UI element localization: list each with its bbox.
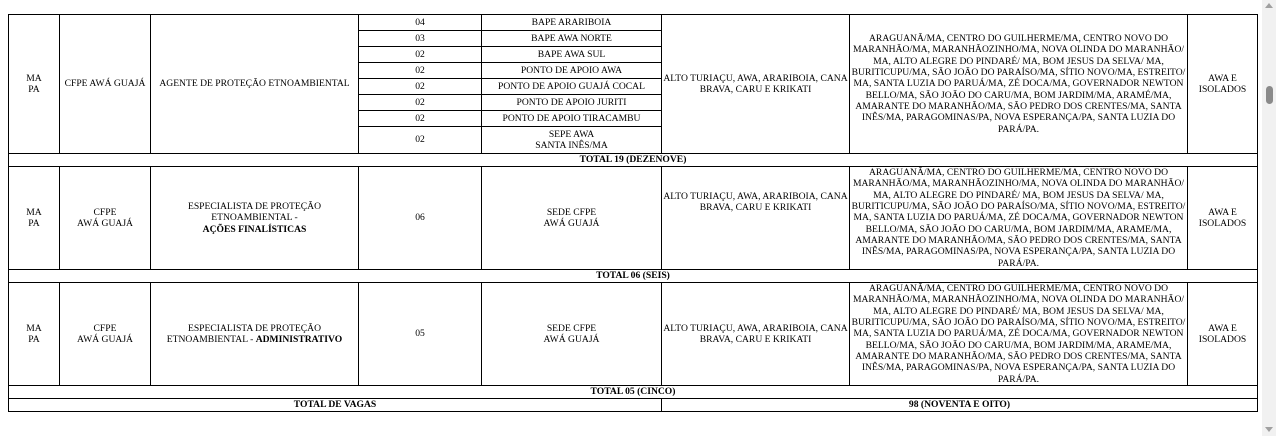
total-row [9, 270, 1258, 283]
vertical-scrollbar[interactable] [1262, 0, 1276, 436]
role-emphasis: AÇÕES FINALÍSTICAS [202, 223, 307, 235]
location-cell: PONTO DE APOIO GUAJÁ COCAL [482, 79, 662, 95]
unit-cell: CFPE AWÁ GUAJÁ [60, 15, 151, 154]
count-cell: 04 [359, 15, 482, 31]
grand-total-value: 98 (NOVENTA E OITO) [662, 399, 1258, 412]
role-cell [151, 283, 359, 386]
municipalities-cell: ARAGUANÃ/MA, CENTRO DO GUILHERME/MA, CENTRO NOVO DO MARANHÃO/MA, MARANHÃOZINHO/MA, NOVA OLINDA DO MARANHÃO/ MA, ALTO ALEGRE DO PINDARÉ/ MA, BOM JESUS DA SELVA/ MA, BURITICUPU/MA, SÃO JOÃO DO PARAÍSO/MA, SÍTIO NOVO/MA, ESTREITO/ MA, SANTA LUZIA DO PARUÁ/MA, ZÉ DOCA/MA, GOVERNADOR NEWTON BELLO/MA, SÃO JOÃO DO CARU/MA, BOM JARDIM/MA, ARAME/MA, AMARANTE DO MARANHÃO/MA, SÃO PEDRO DOS CRENTES/MA, SANTA INÊS/MA, PARAGOMINAS/PA, NOVA ESPERANÇA/PA, SANTA LUZIA DO PARÁ/PA. [850, 283, 1188, 386]
count-cell: 02 [359, 47, 482, 63]
region-cell: AWA E ISOLADOS [1188, 15, 1258, 154]
role-text: ESPECIALISTA DE PROTEÇÃO ETNOAMBIENTAL - [166, 322, 322, 345]
role-cell: AGENTE DE PROTEÇÃO ETNOAMBIENTAL [151, 15, 359, 154]
grand-total-row [9, 399, 1258, 412]
uf-cell: MA PA [9, 15, 60, 154]
count-cell: 03 [359, 31, 482, 47]
region-cell: AWA E ISOLADOS [1188, 167, 1258, 270]
role-text: ESPECIALISTA DE PROTEÇÃO ETNOAMBIENTAL - [187, 201, 322, 224]
location-cell: PONTO DE APOIO TIRACAMBU [482, 111, 662, 127]
uf-cell: MA PA [9, 283, 60, 386]
grand-total-label: TOTAL DE VAGAS [9, 399, 662, 412]
table-row [9, 167, 1258, 270]
total-row [9, 154, 1258, 167]
role-cell [151, 167, 359, 270]
region-cell: AWA E ISOLADOS [1188, 283, 1258, 386]
municipalities-cell: ARAGUANÃ/MA, CENTRO DO GUILHERME/MA, CENTRO NOVO DO MARANHÃO/MA, MARANHÃOZINHO/MA, NOVA OLINDA DO MARANHÃO/ MA, ALTO ALEGRE DO PINDARÉ/ MA, BOM JESUS DA SELVA/ MA, BURITICUPU/MA, SÃO JOÃO DO PARAÍSO/MA, SÍTIO NOVO/MA, ESTREITO/ MA, SANTA LUZIA DO PARUÁ/MA, ZÉ DOCA/MA, GOVERNADOR NEWTON BELLO/MA, SÃO JOÃO DO CARU/MA, BOM JARDIM/MA, ARAME/MA, AMARANTE DO MARANHÃO/MA, SÃO PEDRO DOS CRENTES/MA, SANTA INÊS/MA, PARAGOMINAS/PA, NOVA ESPERANÇA/PA, SANTA LUZIA DO PARÁ/PA. [850, 167, 1188, 270]
count-cell: 02 [359, 79, 482, 95]
location-cell: BAPE AWA SUL [482, 47, 662, 63]
subtotal-cell: TOTAL 06 (SEIS) [9, 270, 1258, 283]
count-cell: 06 [359, 167, 482, 270]
scroll-down-arrow-icon[interactable] [1265, 427, 1273, 432]
count-cell: 02 [359, 63, 482, 79]
vacancies-table-page [8, 14, 1257, 412]
uf-cell: MA PA [9, 167, 60, 270]
location-cell: SEPE AWA SANTA INÊS/MA [482, 127, 662, 154]
count-cell: 02 [359, 127, 482, 154]
indigenous-lands-cell: ALTO TURIAÇU, AWA, ARARIBOIA, CANA BRAVA, CARU E KRIKATI [662, 15, 850, 154]
vacancies-table [8, 14, 1258, 412]
count-cell: 02 [359, 95, 482, 111]
unit-cell: CFPE AWÁ GUAJÁ [60, 283, 151, 386]
count-cell: 02 [359, 111, 482, 127]
unit-cell: CFPE AWÁ GUAJÁ [60, 167, 151, 270]
municipalities-cell: ARAGUANÃ/MA, CENTRO DO GUILHERME/MA, CENTRO NOVO DO MARANHÃO/MA, MARANHÃOZINHO/MA, NOVA OLINDA DO MARANHÃO/ MA, ALTO ALEGRE DO PINDARÉ/ MA, BOM JESUS DA SELVA/ MA, BURITICUPU/MA, SÃO JOÃO DO PARAÍSO/MA, SÍTIO NOVO/MA, ESTREITO/ MA, SANTA LUZIA DO PARUÁ/MA, ZÉ DOCA/MA, GOVERNADOR NEWTON BELLO/MA, SÃO JOÃO DO CARU/MA, BOM JARDIM/MA, ARAMÉ/MA, AMARANTE DO MARANHÃO/MA, SÃO PEDRO DOS CRENTES/MA, SANTA INÊS/MA, PARAGOMINAS/PA, NOVA ESPERANÇA/PA, SANTA LUZIA DO PARÁ/PA. [850, 15, 1188, 154]
location-cell: PONTO DE APOIO JURITI [482, 95, 662, 111]
count-cell: 05 [359, 283, 482, 386]
indigenous-lands-cell: ALTO TURIAÇU, AWA, ARARIBOIA, CANA BRAVA, CARU E KRIKATI [662, 167, 850, 270]
subtotal-cell: TOTAL 19 (DEZENOVE) [9, 154, 1258, 167]
location-cell: BAPE ARARIBOIA [482, 15, 662, 31]
role-emphasis: ADMINISTRATIVO [255, 334, 343, 345]
location-cell: SEDE CFPE AWÁ GUAJÁ [482, 167, 662, 270]
table-row [9, 283, 1258, 386]
scrollbar-thumb[interactable] [1266, 86, 1273, 104]
scroll-up-arrow-icon[interactable] [1265, 3, 1273, 8]
location-cell: SEDE CFPE AWÁ GUAJÁ [482, 283, 662, 386]
table-row [9, 15, 1258, 31]
indigenous-lands-cell: ALTO TURIAÇU, AWA, ARARIBOIA, CANA BRAVA, CARU E KRIKATI [662, 283, 850, 386]
total-row [9, 386, 1258, 399]
subtotal-cell: TOTAL 05 (CINCO) [9, 386, 1258, 399]
location-cell: BAPE AWA NORTE [482, 31, 662, 47]
location-cell: PONTO DE APOIO AWA [482, 63, 662, 79]
